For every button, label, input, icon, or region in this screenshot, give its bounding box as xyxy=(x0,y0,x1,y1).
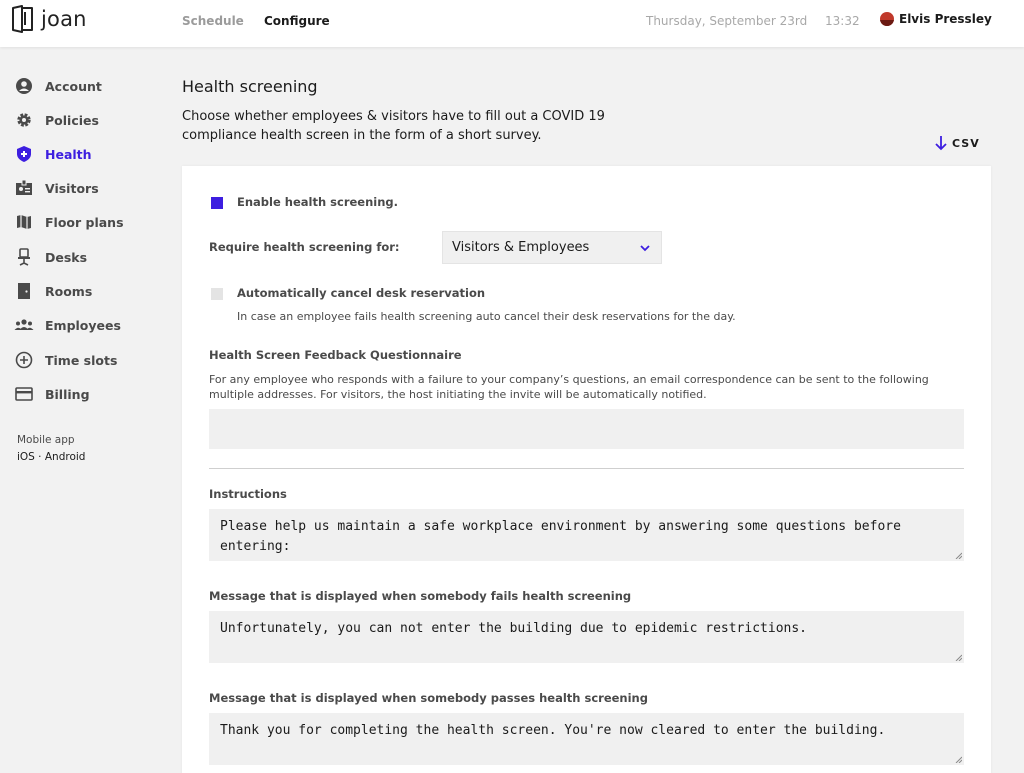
logo-text: joan xyxy=(41,7,87,31)
sidebar-item-label: Visitors xyxy=(45,180,99,196)
header-date: Thursday, September 23rd xyxy=(646,14,808,28)
feedback-questionnaire-description: For any employee who responds with a failure to your company’s questions, an email correspondence can be sent to the following multiple addresses. For visitors, the host initiating the invite will be automatically notified. xyxy=(209,373,929,401)
health-screening-card xyxy=(182,166,991,773)
resize-grip-icon[interactable] xyxy=(955,756,962,763)
sidebar-item-label: Employees xyxy=(45,317,121,333)
user-name: Elvis Pressley xyxy=(899,12,992,26)
mobile-app-title: Mobile app xyxy=(17,434,75,446)
resize-grip-icon[interactable] xyxy=(955,654,962,661)
sidebar-item-desks[interactable] xyxy=(14,246,164,268)
sidebar-item-label: Time slots xyxy=(45,352,118,368)
sidebar-item-health[interactable] xyxy=(14,143,164,165)
fail-message-label: Message that is displayed when somebody fails health screening xyxy=(209,589,632,603)
auto-cancel-label: Automatically cancel desk reservation xyxy=(237,286,486,300)
fail-message-text: Unfortunately, you can not enter the building due to epidemic restrictions. xyxy=(220,621,807,636)
pass-message-textarea[interactable] xyxy=(209,713,964,765)
arrow-down-icon xyxy=(934,135,948,151)
sidebar-item-time-slots[interactable] xyxy=(14,349,164,371)
divider xyxy=(209,468,964,469)
sidebar-item-employees[interactable] xyxy=(14,314,164,336)
plus-circle-icon xyxy=(14,350,34,370)
sidebar-item-policies[interactable] xyxy=(14,109,164,131)
instructions-label: Instructions xyxy=(209,487,287,501)
resize-grip-icon[interactable] xyxy=(955,552,962,559)
fail-message-textarea[interactable] xyxy=(209,611,964,663)
csv-download-button[interactable] xyxy=(934,135,980,151)
instructions-text: Please help us maintain a safe workplace environment by answering some questions before entering: xyxy=(220,519,901,554)
sidebar-item-floor-plans[interactable] xyxy=(14,211,164,233)
pass-message-text: Thank you for completing the health screen. You're now cleared to enter the building. xyxy=(220,723,886,738)
sidebar-item-account[interactable] xyxy=(14,75,164,97)
enable-health-screening-label: Enable health screening. xyxy=(237,195,399,209)
nav-schedule[interactable]: Schedule xyxy=(182,14,244,28)
visitor-badge-icon xyxy=(14,178,34,198)
require-screening-select[interactable] xyxy=(442,231,662,264)
enable-health-screening-checkbox[interactable] xyxy=(211,197,223,209)
page-description: Choose whether employees & visitors have to fill out a COVID 19 compliance health screen in the form of a short survey. xyxy=(182,109,605,143)
feedback-questionnaire-title: Health Screen Feedback Questionnaire xyxy=(209,348,462,362)
csv-label: CSV xyxy=(952,136,980,150)
header-time: 13:32 xyxy=(825,14,860,28)
chair-icon xyxy=(14,247,34,267)
sidebar-item-label: Account xyxy=(45,78,102,94)
sidebar-item-visitors[interactable] xyxy=(14,177,164,199)
shield-icon xyxy=(14,144,34,164)
auto-cancel-checkbox[interactable] xyxy=(211,288,223,300)
sidebar-item-label: Health xyxy=(45,146,92,162)
avatar xyxy=(880,12,894,26)
nav-configure[interactable]: Configure xyxy=(264,14,330,28)
top-bar xyxy=(0,0,1024,47)
account-icon xyxy=(14,76,34,96)
chevron-down-icon xyxy=(639,242,651,254)
require-screening-label: Require health screening for: xyxy=(209,240,400,254)
credit-card-icon xyxy=(14,384,34,404)
mobile-app-links[interactable]: iOS · Android xyxy=(17,451,86,463)
logo-door-icon xyxy=(11,5,35,33)
sidebar-item-label: Floor plans xyxy=(45,214,124,230)
people-icon xyxy=(14,315,34,335)
auto-cancel-description: In case an employee fails health screening auto cancel their desk reservations for the day. xyxy=(237,310,736,323)
sidebar-item-billing[interactable] xyxy=(14,383,164,405)
feedback-email-input[interactable] xyxy=(209,409,964,449)
gear-icon xyxy=(14,110,34,130)
pass-message-label: Message that is displayed when somebody passes health screening xyxy=(209,691,648,705)
sidebar-item-label: Desks xyxy=(45,249,88,265)
user-menu[interactable] xyxy=(880,12,992,26)
sidebar-item-label: Billing xyxy=(45,386,90,402)
door-icon xyxy=(14,281,34,301)
require-screening-value: Visitors & Employees xyxy=(452,240,590,255)
sidebar-item-rooms[interactable] xyxy=(14,280,164,302)
joan-logo[interactable] xyxy=(11,5,87,33)
sidebar-item-label: Policies xyxy=(45,112,99,128)
page-title: Health screening xyxy=(182,77,318,96)
map-icon xyxy=(14,212,34,232)
instructions-textarea[interactable] xyxy=(209,509,964,561)
sidebar-item-label: Rooms xyxy=(45,283,93,299)
